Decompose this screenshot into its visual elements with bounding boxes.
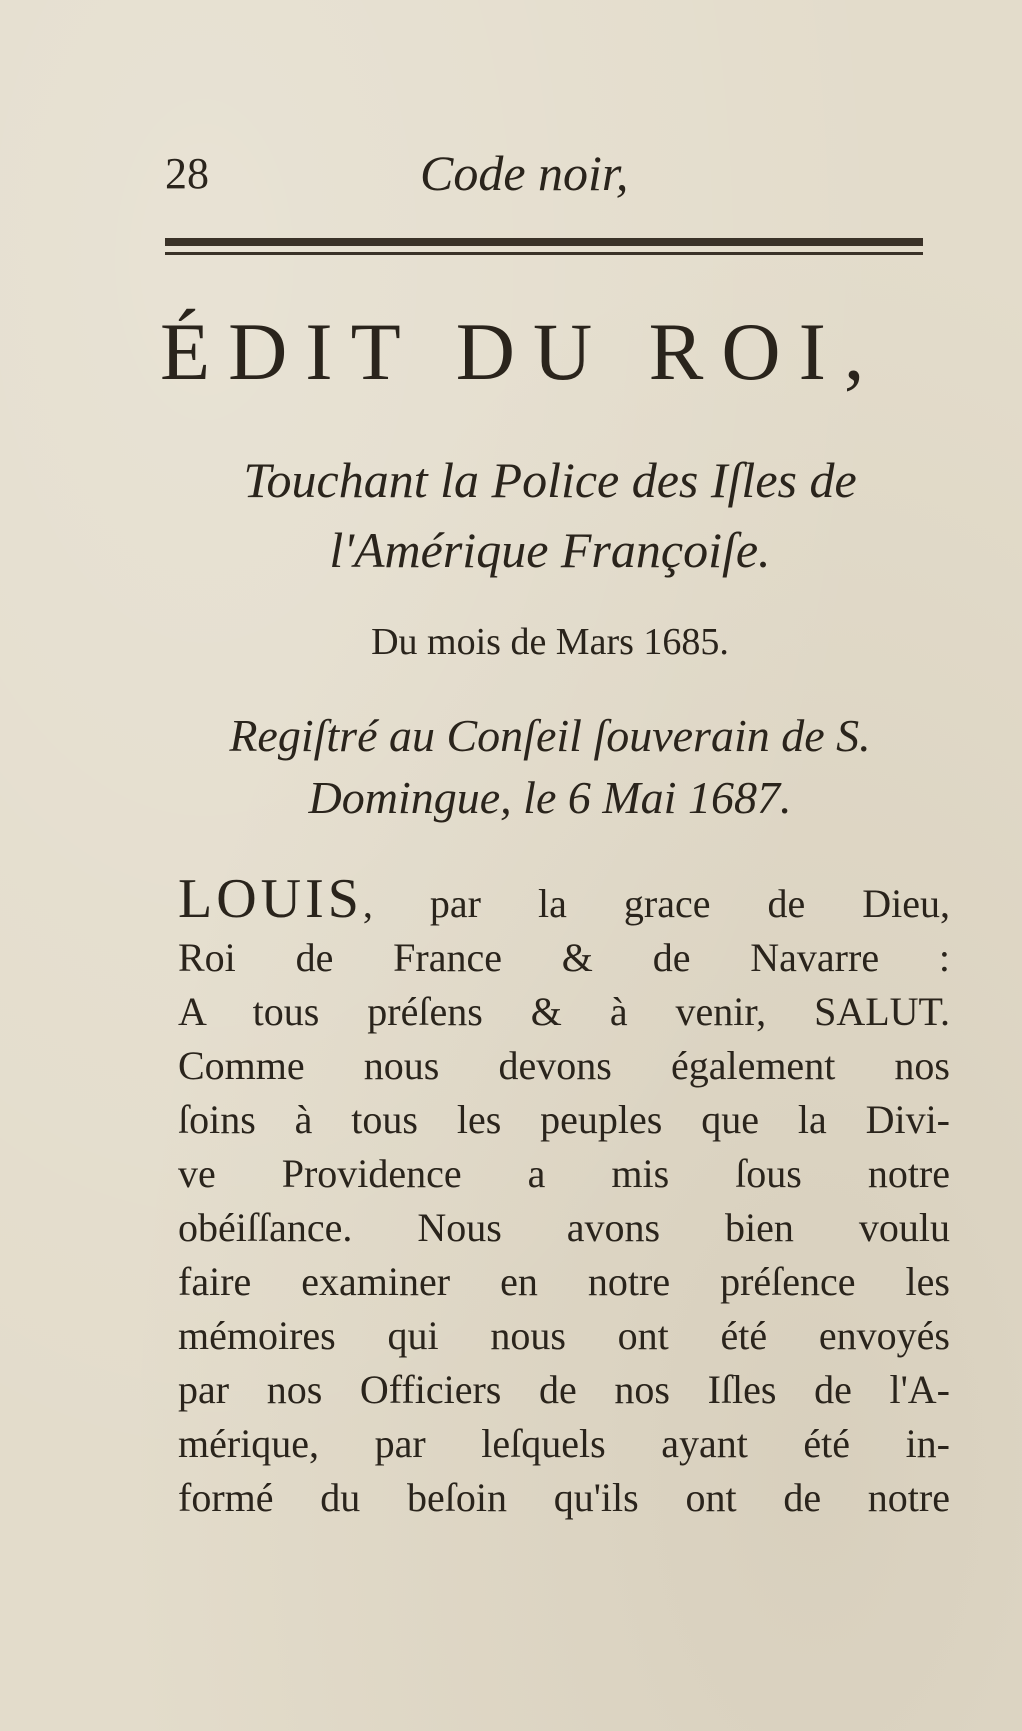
subtitle-line: l'Amérique Françoiſe. <box>329 522 771 578</box>
subtitle-line: Touchant la Police des Iſles de <box>243 452 857 508</box>
body-line-rest: , par la grace de Dieu, <box>362 881 950 926</box>
running-title: Code noir, <box>420 145 629 201</box>
ornamental-rule <box>165 238 923 246</box>
page-number: 28 <box>165 149 209 198</box>
ornamental-rule-thin <box>165 252 923 255</box>
body-text <box>178 868 950 1525</box>
edict-subtitle <box>165 445 935 585</box>
body-line: faire examiner en notre préſence les <box>178 1259 950 1304</box>
registration-line: Regiſtré au Conſeil ſouverain de S. <box>229 710 871 761</box>
body-line <box>178 868 950 931</box>
running-head <box>165 140 925 210</box>
registration-line: Domingue, le 6 Mai 1687. <box>308 772 792 823</box>
registration-note <box>165 705 935 829</box>
body-line: formé du beſoin qu'ils ont de notre <box>178 1475 950 1520</box>
body-line: mémoires qui nous ont été envoyés <box>178 1313 950 1358</box>
body-line: mérique, par leſquels ayant été in- <box>178 1421 950 1466</box>
body-line: ve Providence a mis ſous notre <box>178 1151 950 1196</box>
body-line: obéiſſance. Nous avons bien voulu <box>178 1205 950 1250</box>
edict-date: Du mois de Mars 1685. <box>371 621 729 663</box>
body-line: ſoins à tous les peuples que la Divi- <box>178 1097 950 1142</box>
body-line: par nos Officiers de nos Iſles de l'A- <box>178 1367 950 1412</box>
edict-title: ÉDIT DU ROI, <box>160 306 883 397</box>
body-line: A tous préſens & à venir, SALUT. <box>178 989 950 1034</box>
body-line: Roi de France & de Navarre : <box>178 935 950 980</box>
opening-word: LOUIS <box>178 868 363 930</box>
body-line: Comme nous devons également nos <box>178 1043 950 1088</box>
